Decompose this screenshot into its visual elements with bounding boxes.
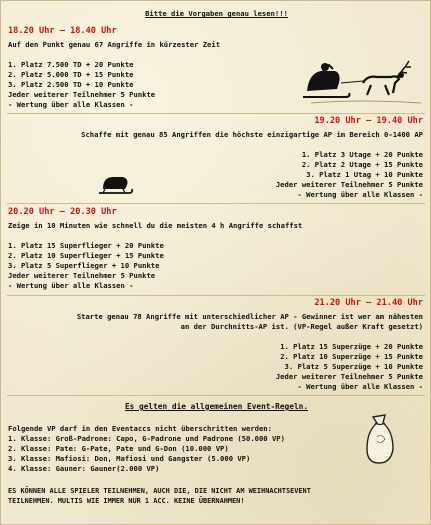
vp-class-4: 4. Klasse: Gauner: Gauner(2.000 VP) xyxy=(8,464,160,473)
gift-sack-icon xyxy=(363,411,397,467)
event3-prize-3: 3. Platz 5 Superflieger + 10 Punkte xyxy=(8,261,160,270)
event3-prize-4: Jeder weiterer Teilnehmer 5 Punkte xyxy=(8,271,156,280)
event4-prize-5: - Wertung über alle Klassen - xyxy=(297,382,423,391)
event2-prize-2: 2. Platz 2 Utage + 15 Punkte xyxy=(301,160,423,169)
event1-prize-4: Jeder weiterer Teilnehmer 5 Punkte xyxy=(8,90,156,99)
vp-class-1: 1. Klasse: Groß-Padrone: Capo, G-Padrone und Padrone (50.000 VP) xyxy=(8,434,285,443)
event3-prize-1: 1. Platz 15 Superflieger + 20 Punkte xyxy=(8,241,164,250)
event3-time: 20.20 Uhr – 20.30 Uhr xyxy=(8,207,117,217)
event4-prize-2: 2. Platz 10 Superzüge + 15 Punkte xyxy=(280,352,423,361)
event3-desc: Zeige in 10 Minuten wie schnell du die meisten 4 h Angriffe schaffst xyxy=(8,221,303,230)
footer-line-2: TEILNEHMEN. MULTIS WIE IMMER NUR 1 ACC. KEINE ÜBERNAHMEN! xyxy=(8,497,245,505)
event1-prize-1: 1. Platz 7.500 TD + 20 Punkte xyxy=(8,60,134,69)
event4-prize-3: 3. Platz 5 Superzüge + 10 Punkte xyxy=(284,362,423,371)
divider xyxy=(7,295,425,296)
event1-time: 18.20 Uhr – 18.40 Uhr xyxy=(8,26,117,36)
divider xyxy=(7,395,425,396)
event1-prize-3: 3. Platz 2.500 TD + 10 Punkte xyxy=(8,80,134,89)
event3-prize-5: - Wertung über alle Klassen - xyxy=(8,281,134,290)
event2-desc: Schaffe mit genau 85 Angriffen die höchste einzigartige AP im Bereich 0-1400 AP xyxy=(81,130,423,139)
event2-prize-1: 1. Platz 3 Utage + 20 Punkte xyxy=(301,150,423,159)
header-title: Bitte die Vorgaben genau lesen!!! xyxy=(145,9,288,18)
vp-class-2: 2. Klasse: Pate: G-Pate, Pate und G-Don (10.000 VP) xyxy=(8,444,229,453)
divider xyxy=(7,113,425,114)
rules-title: Es gelten die allgemeinen Event-Regeln. xyxy=(124,402,309,411)
event4-prize-4: Jeder weiterer Teilnehmer 5 Punkte xyxy=(275,372,423,381)
event4-time: 21.20 Uhr – 21.40 Uhr xyxy=(314,298,423,308)
event4-desc-2: an der Durchnitts-AP ist. (VP-Regel außer Kraft gesetzt) xyxy=(180,322,423,331)
event4-desc-1: Starte genau 78 Angriffe mit unterschiedlicher AP - Gewinner ist wer am nähesten xyxy=(76,312,423,321)
event2-time: 19.20 Uhr – 19.40 Uhr xyxy=(314,116,423,126)
event2-prize-3: 3. Platz 1 Utag + 10 Punkte xyxy=(306,170,423,179)
event1-desc: Auf den Punkt genau 67 Angriffe in kürzester Zeit xyxy=(8,40,221,49)
event3-prize-2: 2. Platz 10 Superflieger + 15 Punkte xyxy=(8,251,164,260)
small-sleigh-icon xyxy=(97,171,135,199)
event1-prize-2: 2. Platz 5.000 TD + 15 Punkte xyxy=(8,70,134,79)
vp-intro: Folgende VP darf in den Eventaccs nicht überschritten werden: xyxy=(8,424,272,433)
event1-prize-5: - Wertung über alle Klassen - xyxy=(8,100,134,109)
event2-prize-5: - Wertung über alle Klassen - xyxy=(297,190,423,199)
event2-prize-4: Jeder weiterer Teilnehmer 5 Punkte xyxy=(275,180,423,189)
footer-line-1: ES KÖNNEN ALLE SPIELER TEILNEHMEN, AUCH DIE, DIE NICHT AM WEIHNACHTSEVENT xyxy=(8,487,311,495)
sleigh-reindeer-icon xyxy=(301,53,423,109)
event4-prize-1: 1. Platz 15 Superzüge + 20 Punkte xyxy=(280,342,423,351)
vp-class-3: 3. Klasse: Mafiosi: Don, Mafiosi und Gangster (5.000 VP) xyxy=(8,454,251,463)
divider xyxy=(7,203,425,204)
